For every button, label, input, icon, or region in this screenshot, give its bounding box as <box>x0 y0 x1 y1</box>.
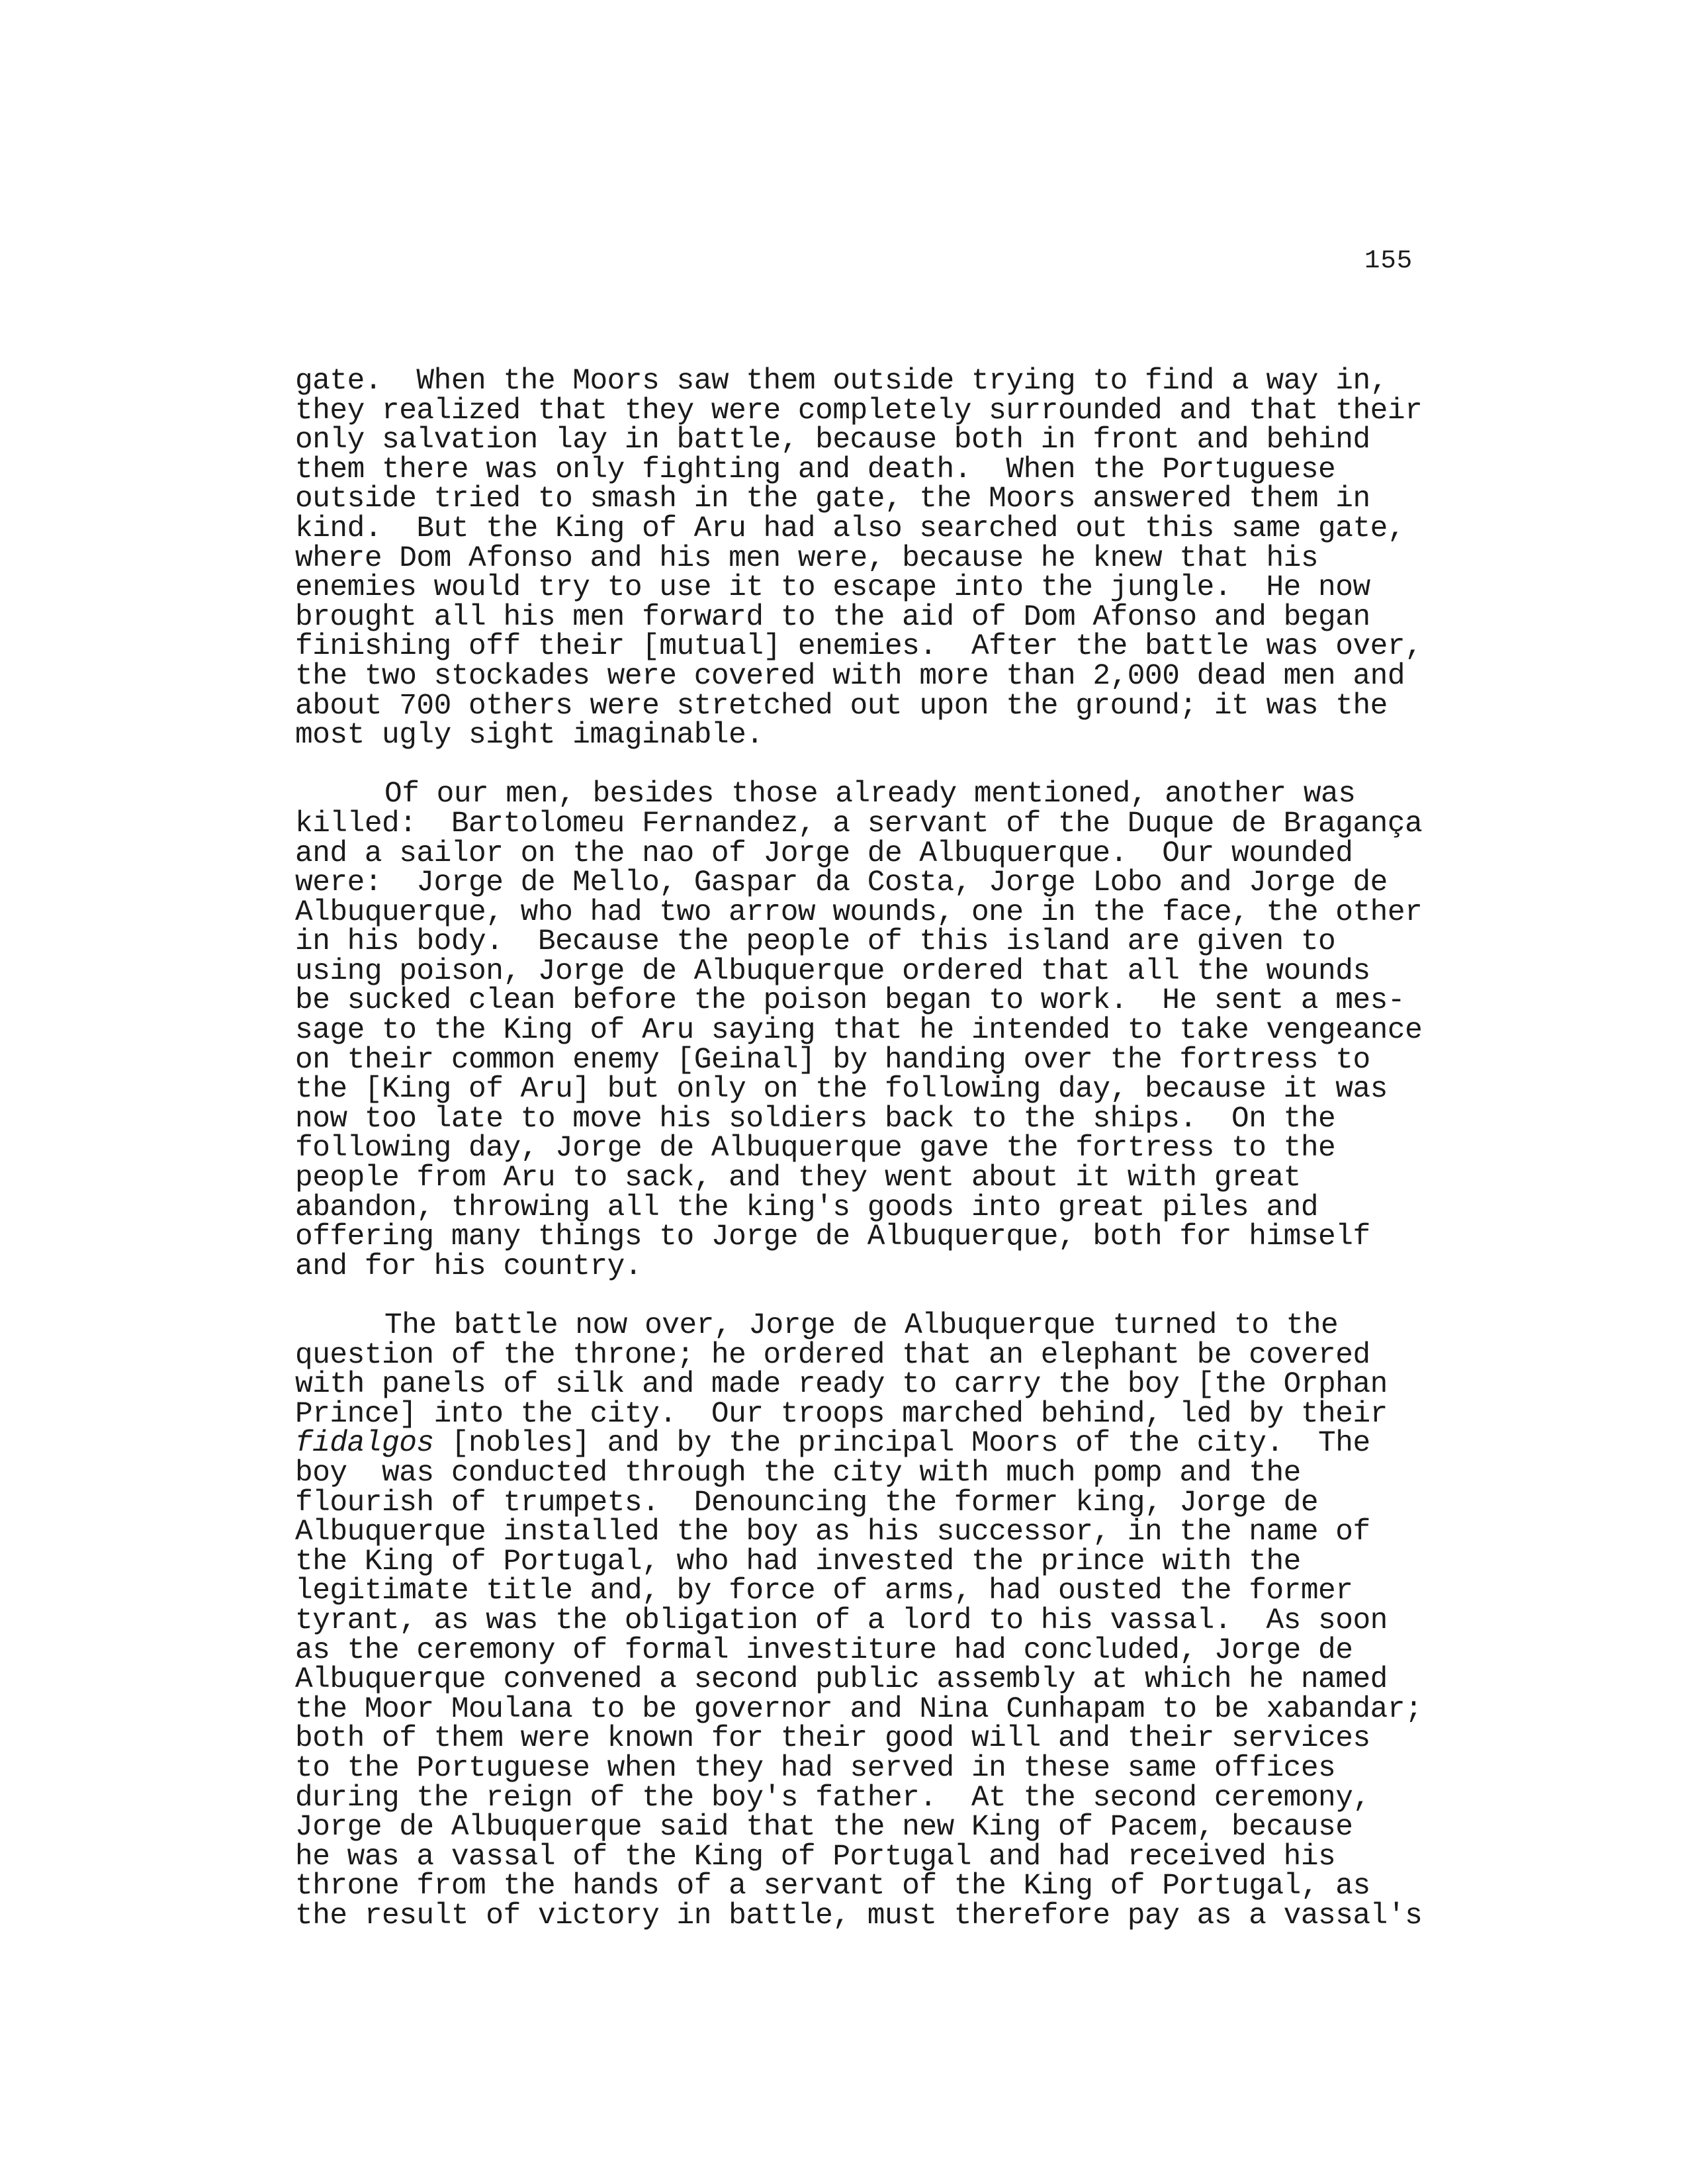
text-line: the two stockades were covered with more than 2,000 dead men and <box>295 659 1405 693</box>
paragraph-1 <box>295 367 1460 751</box>
page-number: 155 <box>1364 246 1413 275</box>
text-line: killed: Bartolomeu Fernandez, a servant of the Duque de Bragança <box>295 807 1423 841</box>
text-line: where Dom Afonso and his men were, because he knew that his <box>295 541 1319 575</box>
text-line: be sucked clean before the poison began to work. He sent a mes- <box>295 984 1405 1018</box>
text-line: and a sailor on the nao of Jorge de Albuquerque. Our wounded <box>295 837 1353 870</box>
text-line: brought all his men forward to the aid of Dom Afonso and began <box>295 600 1370 634</box>
paragraph-3 <box>295 1311 1460 1931</box>
text-line: in his body. Because the people of this island are given to <box>295 925 1336 959</box>
text-line: them there was only fighting and death. When the Portuguese <box>295 453 1336 486</box>
text-line: only salvation lay in battle, because both in front and behind <box>295 424 1370 457</box>
text-line: throne from the hands of a servant of the King of Portugal, as <box>295 1870 1370 1903</box>
text-line: outside tried to smash in the gate, the Moors answered them in <box>295 482 1370 516</box>
paragraph-2 <box>295 780 1460 1281</box>
text-line: during the reign of the boy's father. At the second ceremony, <box>295 1781 1370 1815</box>
text-line: using poison, Jorge de Albuquerque ordered that all the wounds <box>295 954 1370 988</box>
text-line: abandon, throwing all the king's goods into great piles and <box>295 1191 1319 1224</box>
text-line: the King of Portugal, who had invested the prince with the <box>295 1545 1301 1578</box>
text-line: Albuquerque convened a second public assembly at which he named <box>295 1663 1388 1697</box>
text-line: the Moor Moulana to be governor and Nina Cunhapam to be xabandar; <box>295 1692 1423 1726</box>
text-line: kind. But the King of Aru had also searched out this same gate, <box>295 512 1405 545</box>
paragraph-gap <box>295 751 1460 780</box>
text-line: about 700 others were stretched out upon the ground; it was the <box>295 689 1388 723</box>
text-line: fidalgos [nobles] and by the principal Moors of the city. The <box>295 1427 1370 1461</box>
text-line: gate. When the Moors saw them outside trying to find a way in, <box>295 365 1388 398</box>
text-line: as the ceremony of formal investiture had concluded, Jorge de <box>295 1633 1353 1667</box>
text-line: Prince] into the city. Our troops marched behind, led by their <box>295 1397 1388 1431</box>
text-line: the [King of Aru] but only on the following day, because it was <box>295 1073 1388 1107</box>
text-line: most ugly sight imaginable. <box>295 719 764 752</box>
text-line: tyrant, as was the obligation of a lord to his vassal. As soon <box>295 1604 1388 1637</box>
text-line: now too late to move his soldiers back to the ships. On the <box>295 1102 1336 1136</box>
text-line: sage to the King of Aru saying that he intended to take vengeance <box>295 1014 1423 1048</box>
text-line: he was a vassal of the King of Portugal and had received his <box>295 1840 1336 1874</box>
text-line: on their common enemy [Geinal] by handing over the fortress to <box>295 1043 1370 1077</box>
paragraph-gap <box>295 1281 1460 1311</box>
text-line: Albuquerque, who had two arrow wounds, one in the face, the other <box>295 895 1423 929</box>
text-line: offering many things to Jorge de Albuquerque, both for himself <box>295 1220 1370 1254</box>
text-line: they realized that they were completely surrounded and that their <box>295 394 1423 428</box>
text-line: boy was conducted through the city with much pomp and the <box>295 1456 1301 1490</box>
text-line: following day, Jorge de Albuquerque gave the fortress to the <box>295 1132 1336 1165</box>
text-line: Of our men, besides those already mentioned, another was <box>384 778 1356 811</box>
text-line: were: Jorge de Mello, Gaspar da Costa, Jorge Lobo and Jorge de <box>295 866 1388 900</box>
body-text <box>295 367 1460 1931</box>
text-line: both of them were known for their good will and their services <box>295 1722 1370 1756</box>
text-line: flourish of trumpets. Denouncing the former king, Jorge de <box>295 1486 1319 1520</box>
text-line: finishing off their [mutual] enemies. After the battle was over, <box>295 630 1423 664</box>
text-line: with panels of silk and made ready to carry the boy [the Orphan <box>295 1368 1388 1402</box>
text-line: enemies would try to use it to escape into the jungle. He now <box>295 571 1370 605</box>
text-line: Jorge de Albuquerque said that the new King of Pacem, because <box>295 1811 1353 1844</box>
text-line: people from Aru to sack, and they went about it with great <box>295 1161 1301 1195</box>
text-line: Albuquerque installed the boy as his successor, in the name of <box>295 1516 1370 1549</box>
text-line: The battle now over, Jorge de Albuquerque turned to the <box>384 1309 1339 1342</box>
text-line: question of the throne; he ordered that an elephant be covered <box>295 1338 1370 1372</box>
text-line: to the Portuguese when they had served in these same offices <box>295 1751 1336 1785</box>
text-line: the result of victory in battle, must therefore pay as a vassal's <box>295 1899 1423 1933</box>
text-line: and for his country. <box>295 1250 643 1283</box>
text-line: legitimate title and, by force of arms, had ousted the former <box>295 1574 1353 1608</box>
